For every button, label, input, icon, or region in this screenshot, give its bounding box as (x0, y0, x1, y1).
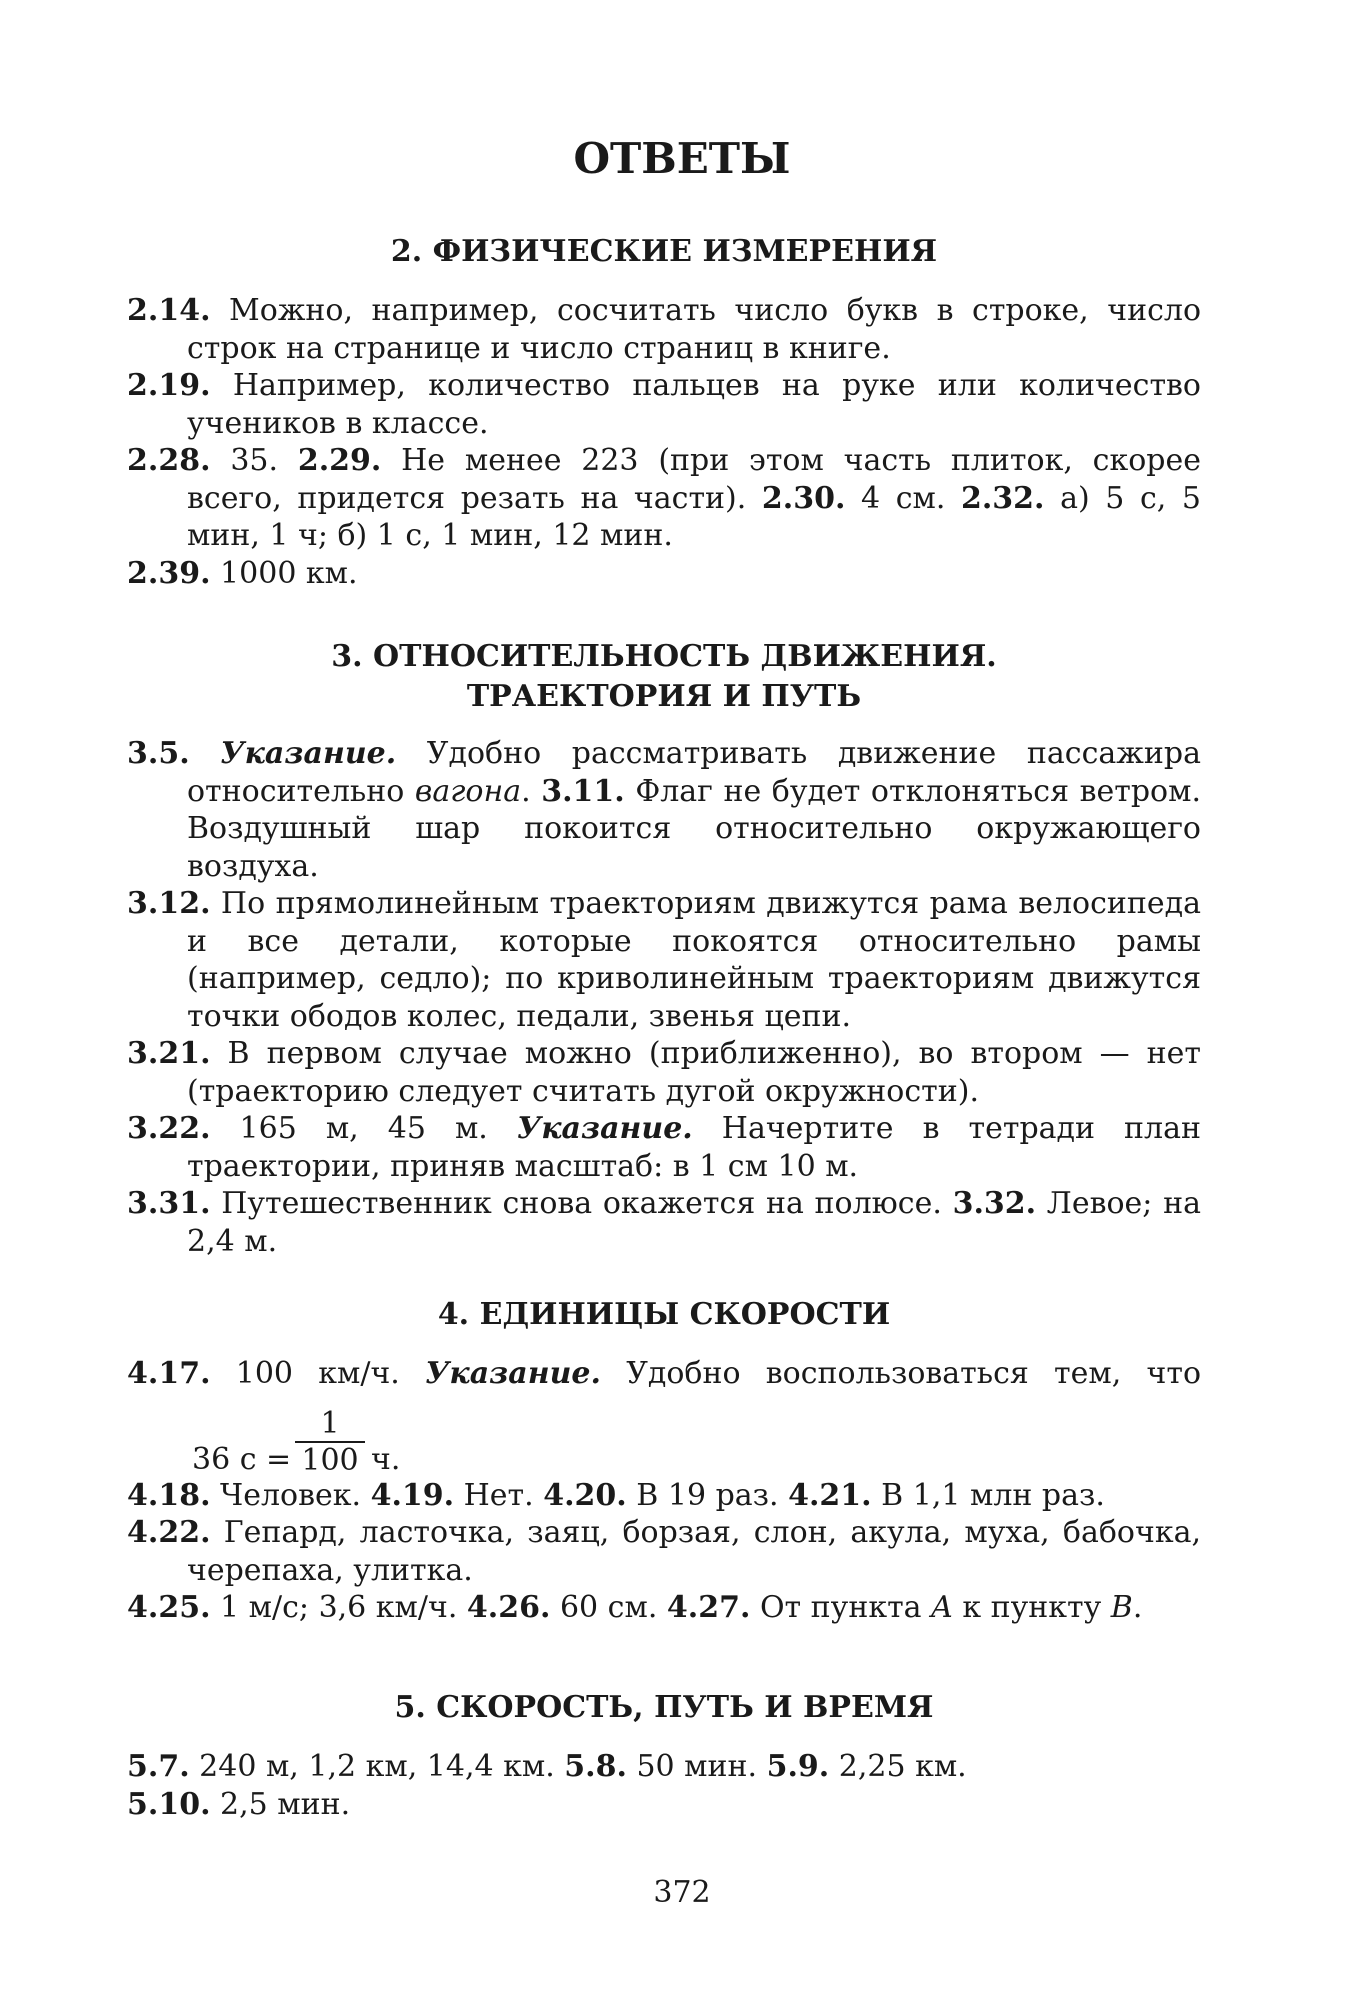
answer-4-18-4-21: 4.18. Человек. 4.19. Нет. 4.20. В 19 раз. 4.21. В 1,1 млн раз. (127, 1477, 1105, 1513)
page-number: 372 (653, 1875, 711, 1910)
answer-5-7-5-9: 5.7. 240 м, 1,2 км, 14,4 км. 5.8. 50 мин. 5.9. 2,25 км. (127, 1749, 967, 1784)
formula-fraction (295, 1407, 365, 1479)
answer-2-19: 2.19. Например, количество пальцев на руке или количество учеников в классе. (127, 368, 1201, 441)
answer-4-17: 4.17. 100 км/ч. Указание. Удобно воспользоваться тем, что (127, 1356, 1202, 1391)
answer-3-22: 3.22. 165 м, 45 м. Указание. Начертите в тетради план траектории, приняв масштаб: в 1 см 10 м. (127, 1111, 1201, 1184)
section-2-body (127, 292, 1201, 592)
answer-4-25-4-27: 4.25. 1 м/с; 3,6 км/ч. 4.26. 60 см. 4.27. От пункта A к пункту B. (127, 1590, 1143, 1625)
answer-2-14: 2.14. Можно, например, сосчитать число букв в строке, число строк на странице и число страниц в книге. (127, 293, 1201, 366)
answer-3-12: 3.12. По прямолинейным траекториям движутся рама велосипеда и все детали, которые покоятся относительно рамы (например, седло); по криволинейным траекториям движутся точки ободов колес, педали, звенья цепи. (127, 886, 1201, 1034)
section-5-heading: 5. СКОРОСТЬ, ПУТЬ И ВРЕМЯ (394, 1690, 934, 1725)
answer-5-10: 5.10. 2,5 мин. (127, 1786, 351, 1822)
answer-2-39: 2.39. 1000 км. (127, 555, 358, 591)
section-5-body (127, 1748, 1201, 1823)
answer-3-31-3-32: 3.31. Путешественник снова окажется на полюсе. 3.32. Левое; на 2,4 м. (127, 1186, 1201, 1259)
answer-4-22: 4.22. Гепард, ласточка, заяц, борзая, слон, акула, муха, бабочка, черепаха, улитка. (127, 1515, 1201, 1588)
section-4-heading: 4. ЕДИНИЦЫ СКОРОСТИ (437, 1297, 891, 1332)
answer-3-21: 3.21. В первом случае можно (приближенно), во втором — нет (траекторию следует считать дугой окружности). (127, 1036, 1201, 1109)
answer-3-5-3-11: 3.5. Указание. Удобно рассматривать движение пассажира относительно вагона. 3.11. Флаг не будет отклоняться ветром. Воздушный шар покоится относительно окружающего воздуха. (127, 736, 1201, 884)
fraction-numerator: 1 (295, 1407, 365, 1443)
formula-36s (127, 1399, 1201, 1478)
section-2-heading: 2. ФИЗИЧЕСКИЕ ИЗМЕРЕНИЯ (390, 234, 938, 269)
formula-rhs: ч. (371, 1441, 401, 1477)
section-3-heading: 3. ОТНОСИТЕЛЬНОСТЬ ДВИЖЕНИЯ. ТРАЕКТОРИЯ И ПУТЬ (331, 639, 997, 714)
page-title: ОТВЕТЫ (573, 134, 791, 183)
fraction-denominator: 100 (301, 1442, 359, 1478)
answer-2-28-2-32: 2.28. 35. 2.29. Не менее 223 (при этом часть плиток, скорее всего, придется резать на части). 2.30. 4 см. 2.32. а) 5 с, 5 мин, 1 ч; б) 1 с, 1 мин, 12 мин. (127, 443, 1202, 553)
section-4-body (127, 1355, 1201, 1627)
section-3-body (127, 735, 1201, 1260)
formula-lhs: 36 с = (192, 1441, 292, 1477)
